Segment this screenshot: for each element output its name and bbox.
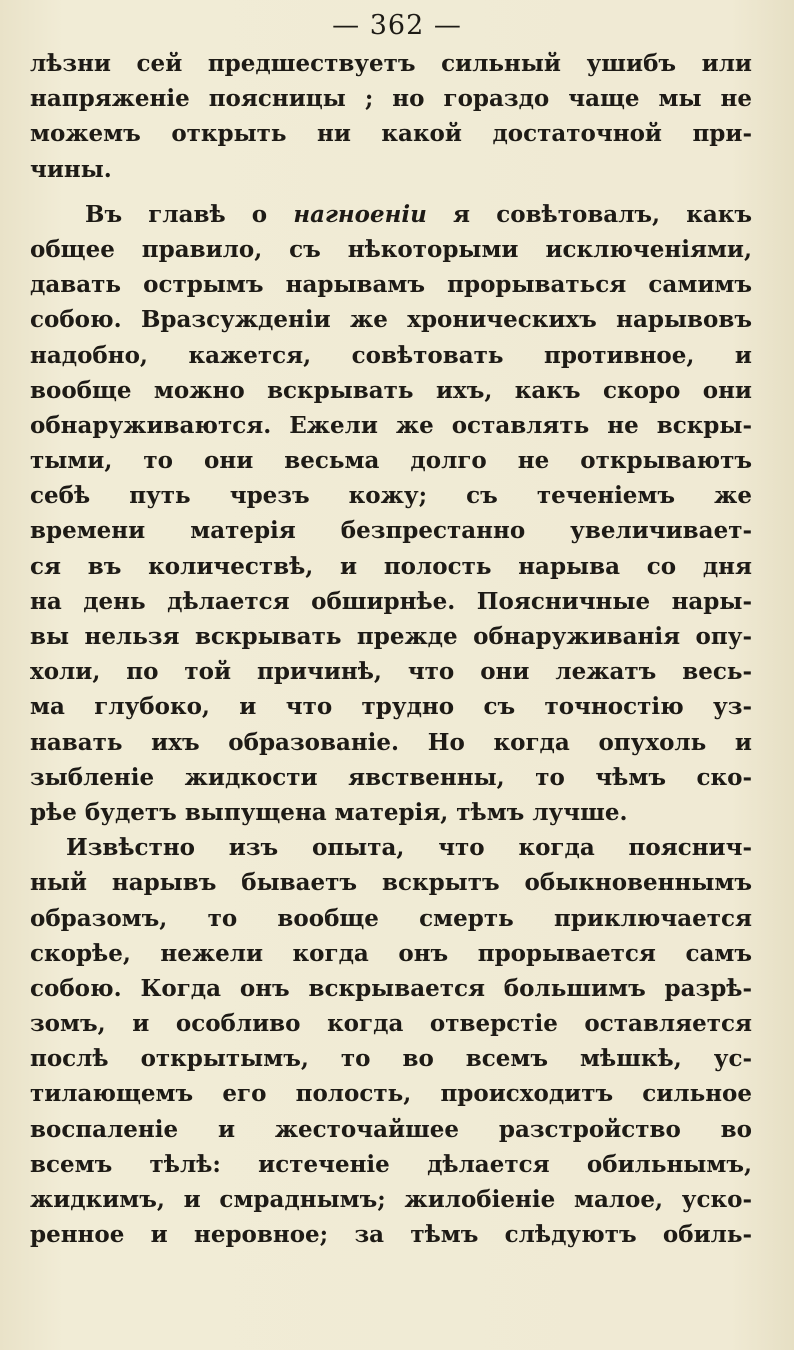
text-line: навать ихъ образованіе. Но когда опухоль и [30, 728, 752, 756]
text-line: напряженіе поясницы ; но гораздо чаще мы не [30, 85, 752, 113]
paragraph-3 [30, 830, 752, 1252]
text-line: вообще можно вскрывать ихъ, какъ скоро они [30, 376, 752, 404]
text-line: себѣ путь чрезъ кожу; съ теченіемъ же [30, 482, 752, 510]
text-line: общее правило, съ нѣкоторыми исключеніями, [30, 235, 752, 263]
text-line: собою. Когда онъ вскрывается большимъ разрѣ- [30, 974, 752, 1002]
text-line: всемъ тѣлѣ: истеченіе дѣлается обильнымъ, [30, 1150, 752, 1178]
text-line: лѣзни сей предшествуетъ сильный ушибъ или [30, 50, 752, 77]
text-line: жидкимъ, и смраднымъ; жилобіеніе малое, уско- [30, 1186, 752, 1213]
body-text [30, 46, 752, 1252]
text-run: я совѣтовалъ, какъ [426, 200, 752, 228]
text-line: Извѣстно изъ опыта, что когда пояснич- [66, 834, 752, 862]
text-line: ренное и неровное; за тѣмъ слѣдуютъ обиль- [30, 1221, 752, 1249]
text-line: воспаленіе и жесточайшее разстройство во [30, 1115, 752, 1143]
text-line [30, 197, 752, 232]
paragraph-1 [30, 46, 752, 187]
text-line: ный нарывъ бываетъ вскрытъ обыкновеннымъ [30, 869, 752, 897]
page-number: — 362 — [332, 10, 462, 41]
text-line: можемъ открыть ни какой достаточной при- [30, 120, 752, 148]
text-line: зомъ, и особливо когда отверстіе оставляется [30, 1010, 752, 1038]
text-line: зыбленіе жидкости явственны, то чѣмъ ско- [30, 763, 752, 791]
text-line: вы нельзя вскрывать прежде обнаруживанія опу- [30, 623, 752, 650]
text-line: скорѣе, нежели когда онъ прорывается самъ [30, 939, 752, 967]
text-line: ма глубоко, и что трудно съ точностію уз- [30, 693, 752, 721]
text-line: послѣ открытымъ, то во всемъ мѣшкѣ, ус- [30, 1045, 752, 1073]
text-line: чины. [30, 155, 112, 183]
text-line: надобно, кажется, совѣтовать противное, и [30, 341, 752, 369]
text-line: холи, по той причинѣ, что они лежатъ весь- [30, 658, 752, 686]
paragraph-2 [30, 197, 752, 830]
text-line: времени матерія безпрестанно увеличивает- [30, 517, 752, 545]
text-line: тилающемъ его полость, происходитъ сильное [30, 1080, 752, 1108]
text-line: ся въ количествѣ, и полость нарыва со дня [30, 552, 752, 580]
text-run: Въ главѣ о [85, 200, 294, 228]
text-line: на день дѣлается обширнѣе. Поясничные нары- [30, 587, 752, 615]
text-line: собою. Вразсужденіи же хроническихъ нарывовъ [30, 306, 752, 334]
italic-term: нагноеніи [293, 200, 427, 228]
text-line: обнаруживаются. Ежели же оставлять не вскры- [30, 411, 752, 439]
text-line: образомъ, то вообще смерть приключается [30, 904, 752, 932]
text-line: рѣе будетъ выпущена матерія, тѣмъ лучше. [30, 798, 628, 826]
text-line: тыми, то они весьма долго не открываютъ [30, 447, 752, 475]
text-line: давать острымъ нарывамъ прорываться самимъ [30, 271, 752, 299]
